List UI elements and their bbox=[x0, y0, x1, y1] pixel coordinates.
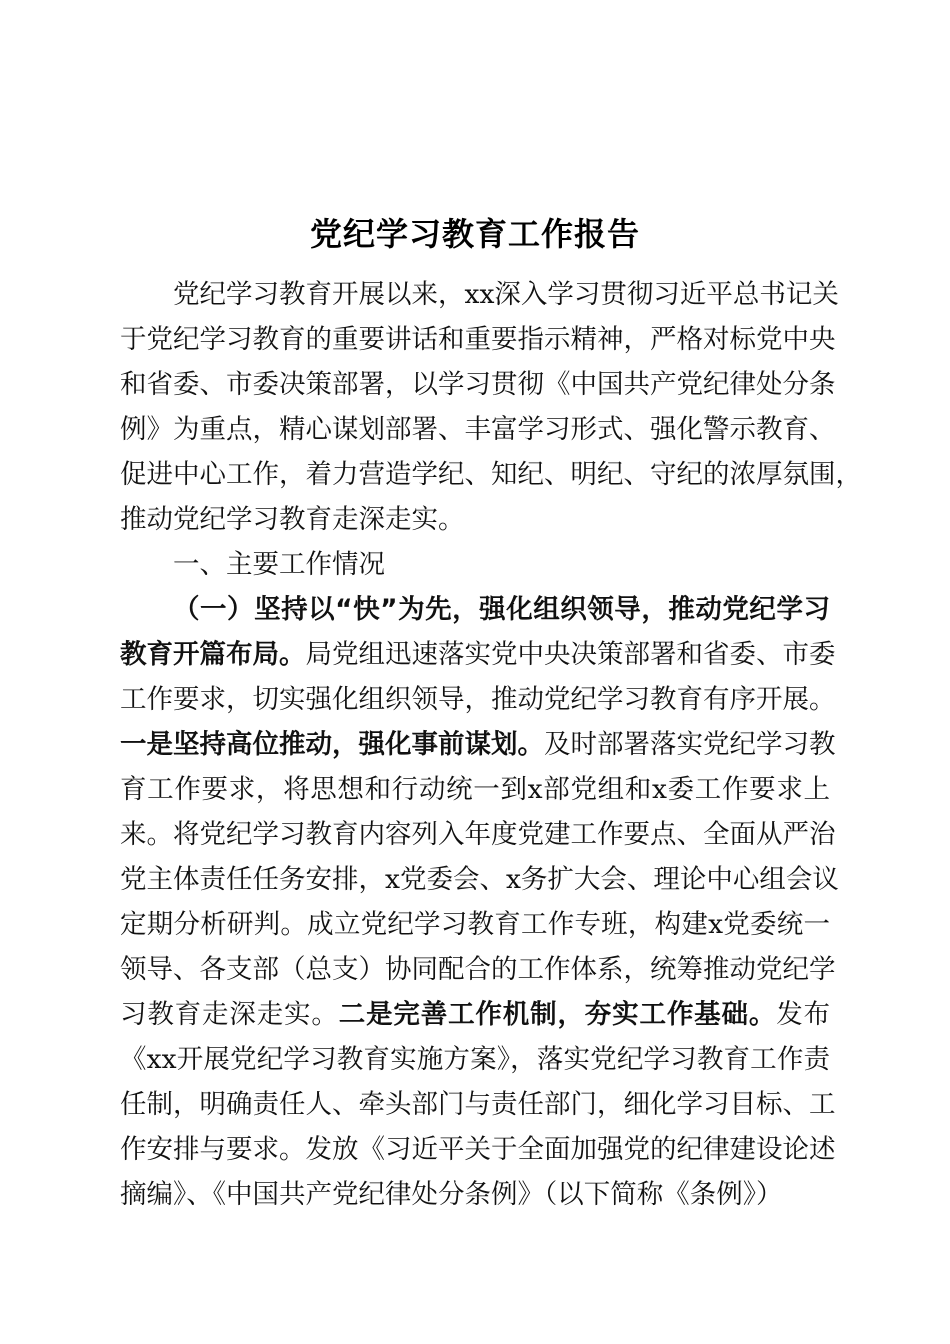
intro-line: 于党纪学习教育的重要讲话和重要指示精神，严格对标党中央 bbox=[120, 324, 836, 355]
intro-line: 例》为重点，精心谋划部署、丰富学习形式、强化警示教育、 bbox=[120, 414, 836, 445]
intro-line: 党纪学习教育开展以来，xx深入学习贯彻习近平总书记关 bbox=[173, 279, 839, 310]
paragraph-line: 定期分析研判。成立党纪学习教育工作专班，构建x党委统一 bbox=[120, 909, 830, 940]
intro-line: 促进中心工作，着力营造学纪、知纪、明纪、守纪的浓厚氛围， bbox=[120, 459, 862, 490]
paragraph-line: 摘编》、《中国共产党纪律处分条例》（以下简称《条例》） bbox=[120, 1179, 783, 1210]
paragraph-text: 及时部署落实党纪学习教 bbox=[544, 729, 836, 760]
paragraph-line: 党主体责任任务安排，x党委会、x务扩大会、理论中心组会议 bbox=[120, 864, 839, 895]
point-two-heading: 二是完善工作机制，夯实工作基础。 bbox=[338, 999, 777, 1030]
paragraph-text: 局党组迅速落实党中央决策部署和省委、市委 bbox=[305, 639, 836, 670]
paragraph-line: 作安排与要求。发放《习近平关于全面加强党的纪律建设论述 bbox=[120, 1134, 836, 1165]
document-body bbox=[120, 272, 862, 1217]
paragraph-line: 育工作要求，将思想和行动统一到x部党组和x委工作要求上 bbox=[120, 774, 830, 805]
point-one-heading: 一是坚持高位推动，强化事前谋划。 bbox=[120, 729, 544, 760]
paragraph-line: 来。将党纪学习教育内容列入年度党建工作要点、全面从严治 bbox=[120, 819, 836, 850]
sub-heading-continuation bbox=[120, 632, 836, 677]
point-one-line bbox=[120, 722, 836, 767]
document-title: 党纪学习教育工作报告 bbox=[309, 215, 640, 253]
paragraph-line: 领导、各支部（总支）协同配合的工作体系，统筹推动党纪学 bbox=[120, 954, 836, 985]
sub-heading: （一）坚持以“快”为先，强化组织领导，推动党纪学习 bbox=[173, 594, 830, 625]
point-two-line bbox=[120, 992, 830, 1037]
paragraph-text: 发布 bbox=[776, 999, 831, 1030]
sub-heading-end: 教育开篇布局。 bbox=[120, 639, 306, 670]
paragraph-line: 《xx开展党纪学习教育实施方案》，落实党纪学习教育工作责 bbox=[120, 1044, 830, 1075]
intro-line: 和省委、市委决策部署，以学习贯彻《中国共产党纪律处分条 bbox=[120, 369, 836, 400]
paragraph-line: 工作要求，切实强化组织领导，推动党纪学习教育有序开展。 bbox=[120, 684, 836, 715]
paragraph-line: 任制，明确责任人、牵头部门与责任部门，细化学习目标、工 bbox=[120, 1089, 836, 1120]
section-heading: 一、主要工作情况 bbox=[173, 549, 385, 580]
intro-line: 推动党纪学习教育走深走实。 bbox=[120, 504, 465, 535]
paragraph-text: 习教育走深走实。 bbox=[120, 999, 339, 1030]
